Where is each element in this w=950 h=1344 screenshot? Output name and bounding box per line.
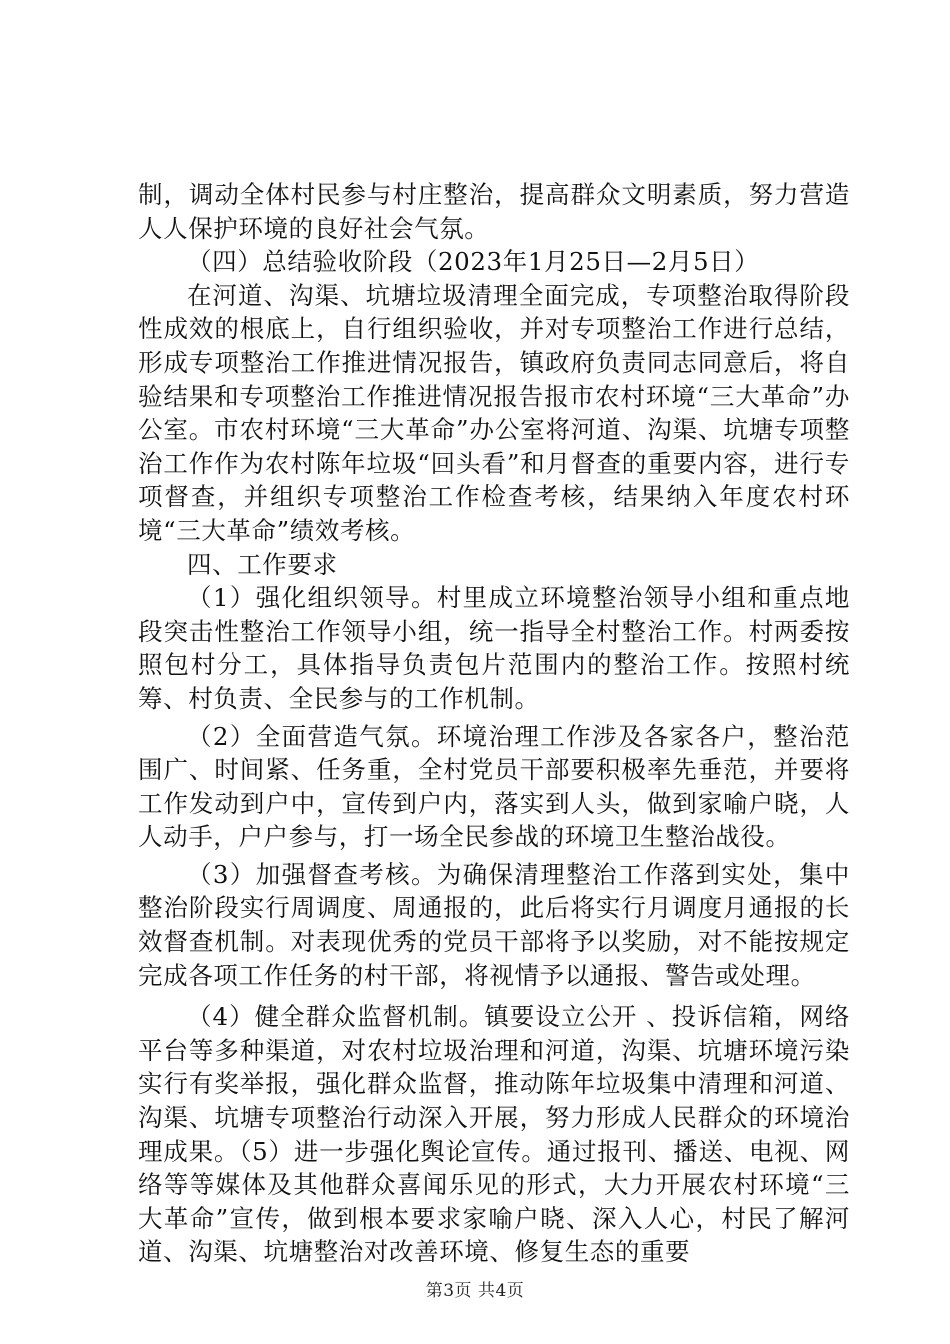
- paragraph-requirement-2: （2）全面营造气氛。环境治理工作涉及各家各户，整治范围广、时间紧、任务重，全村党员干部要积极率先垂范，并要将工作发动到户中，宣传到户内，落实到人头，做到家喻户晓，人人动手，户户参与，打一场全民参战的环境卫生整治战役。: [138, 721, 850, 852]
- section-heading-summary-stage: （四）总结验收阶段（2023年1月25日—2月5日）: [187, 247, 760, 277]
- paragraph-requirement-3: （3）加强督查考核。为确保清理整治工作落到实处，集中整治阶段实行周调度、周通报的，此后将实行月调度月通报的长效督查机制。对表现优秀的党员干部将予以奖励，对不能按规定完成各项工作任务的村干部，将视情予以通报、警告或处理。: [138, 859, 850, 990]
- document-body: [138, 178, 850, 1269]
- paragraph-requirement-1: （1）强化组织领导。村里成立环境整治领导小组和重点地段突击性整治工作领导小组，统一指导全村整治工作。村两委按照包村分工，具体指导负责包片范围内的整治工作。按照村统筹、村负责、全民参与的工作机制。: [138, 583, 850, 713]
- paragraph-requirement-4-5: （4）健全群众监督机制。镇要设立公开 、投诉信箱，网络平台等多种渠道，对农村垃圾治理和河道，沟渠、坑塘环境污染实行有奖举报，强化群众监督，推动陈年垃圾集中清理和河道、沟渠、坑塘专项整治行动深入开展，努力形成人民群众的环境治理成果。（5）进一步强化舆论宣传。通过报刊、播送、电视、网络等等媒体及其他群众喜闻乐见的形式，大力开展农村环境“三大革命”宣传，做到根本要求家喻户晓、深入人心，村民了解河道、沟渠、坑塘整治对改善环境、修复生态的重要: [138, 1002, 850, 1267]
- page-footer: 第3页 共4页: [425, 1281, 525, 1301]
- paragraph-continuation: 制，调动全体村民参与村庄整治，提高群众文明素质，努力营造人人保护环境的良好社会气氛。: [138, 180, 850, 243]
- paragraph-summary-stage: 在河道、沟渠、坑塘垃圾清理全面完成，专项整治取得阶段性成效的根底上，自行组织验收，并对专项整治工作进行总结，形成专项整治工作推进情况报告，镇政府负责同志同意后，将自验结果和专项整治工作推进情况报告报市农村环境“三大革命”办公室。市农村环境“三大革命”办公室将河道、沟渠、坑塘专项整治工作作为农村陈年垃圾“回头看”和月督查的重要内容，进行专项督查，并组织专项整治工作检查考核，结果纳入年度农村环境“三大革命”绩效考核。: [138, 280, 850, 545]
- section-heading-work-requirements: 四、工作要求: [187, 549, 338, 579]
